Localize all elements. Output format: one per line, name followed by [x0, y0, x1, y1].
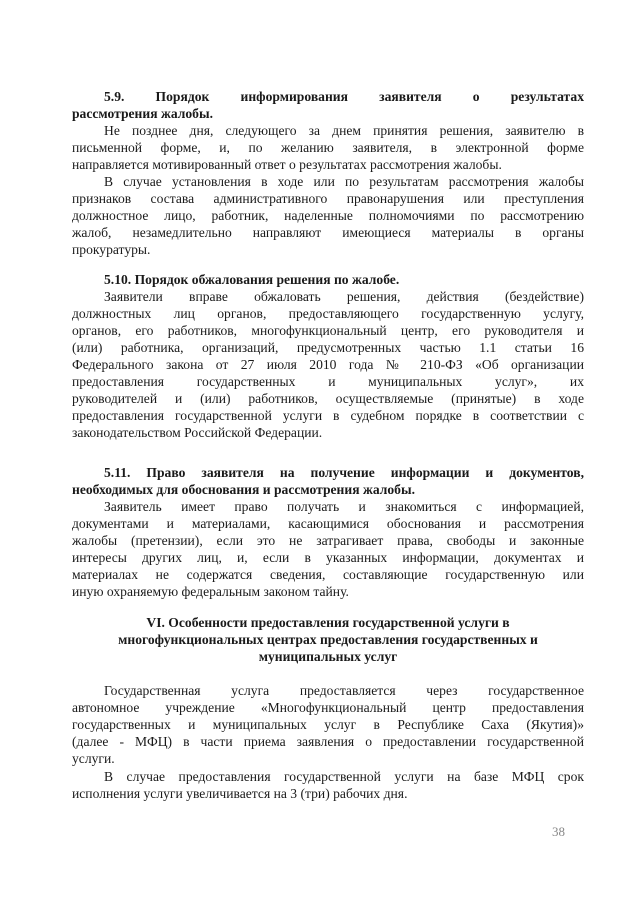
chapter-6-heading-cont: многофункциональных центрах предоставления государственных и: [118, 632, 538, 647]
paragraph-line: Заявители вправе обжаловать решения, действия (бездействие): [104, 289, 584, 304]
paragraph-line: услуги.: [72, 751, 115, 766]
page-number: 38: [552, 824, 565, 839]
paragraph-line: Федерального закона от 27 июля 2010 года № 210-ФЗ «Об организации: [72, 357, 584, 372]
paragraph-line: В случае предоставления государственной услуги на базе МФЦ срок: [104, 769, 584, 784]
paragraph-line: письменной форме, и, по желанию заявителя, в электронной форме: [72, 140, 584, 155]
paragraph-line: прокуратуры.: [72, 242, 151, 257]
paragraph-line: документами и материалами, касающимися обоснования и рассмотрения: [72, 516, 584, 531]
section-5-9-heading: 5.9. Порядок информирования заявителя о результатах: [104, 89, 584, 104]
paragraph-line: предоставления государственной услуги в судебном порядке в соответствии с: [72, 408, 584, 423]
section-5-11-heading-cont: необходимых для обоснования и рассмотрения жалобы.: [72, 482, 415, 497]
chapter-6-heading-cont: муниципальных услуг: [258, 649, 398, 664]
paragraph-line: органов, его работников, многофункциональный центр, его руководителя и: [72, 323, 584, 338]
paragraph-line: В случае установления в ходе или по результатам рассмотрения жалобы: [104, 174, 584, 189]
paragraph-line: (или) работника, организаций, предусмотренных частью 1.1 статьи 16: [72, 340, 584, 355]
paragraph-line: жалобы (претензии), если это не затрагивает права, свободы и законные: [72, 533, 584, 548]
paragraph-line: жалоб, незамедлительно направляют имеющиеся материалы в органы: [72, 225, 584, 240]
paragraph-line: материалах не содержатся сведения, составляющие государственную или: [72, 567, 584, 582]
paragraph-line: Заявитель имеет право получать и знакомиться с информацией,: [104, 499, 584, 514]
paragraph-line: исполнения услуги увеличивается на 3 (три) рабочих дня.: [72, 786, 408, 801]
chapter-6-heading: VI. Особенности предоставления государственной услуги в: [146, 615, 510, 630]
paragraph-line: руководителей и (или) работников, осуществляемые (принятые) в ходе: [72, 391, 584, 406]
section-5-11-heading: 5.11. Право заявителя на получение информации и документов,: [104, 465, 584, 480]
paragraph-line: интересы других лиц, и, если в указанных информации, документах и: [72, 550, 584, 565]
paragraph-line: Не позднее дня, следующего за днем принятия решения, заявителю в: [104, 123, 584, 138]
paragraph-line: иную охраняемую федеральным законом тайну.: [72, 584, 349, 599]
section-5-10-heading: 5.10. Порядок обжалования решения по жалобе.: [104, 272, 400, 287]
paragraph-line: направляется мотивированный ответ о результатах рассмотрения жалобы.: [72, 157, 502, 172]
paragraph-line: признаков состава административного правонарушения или преступления: [72, 191, 584, 206]
paragraph-line: предоставления государственных и муниципальных услуг», их: [72, 374, 584, 389]
paragraph-line: автономное учреждение «Многофункциональный центр предоставления: [72, 700, 584, 715]
paragraph-line: должностное лицо, работник, наделенные полномочиями по рассмотрению: [72, 208, 584, 223]
section-5-9-heading-cont: рассмотрения жалобы.: [72, 106, 213, 121]
paragraph-line: законодательством Российской Федерации.: [72, 425, 323, 440]
paragraph-line: государственных и муниципальных услуг в Республике Саха (Якутия)»: [72, 717, 584, 732]
paragraph-line: должностных лиц органов, предоставляющего государственную услугу,: [72, 306, 584, 321]
paragraph-line: Государственная услуга предоставляется через государственное: [104, 683, 584, 698]
paragraph-line: (далее - МФЦ) в части приема заявления о предоставлении государственной: [72, 734, 584, 749]
